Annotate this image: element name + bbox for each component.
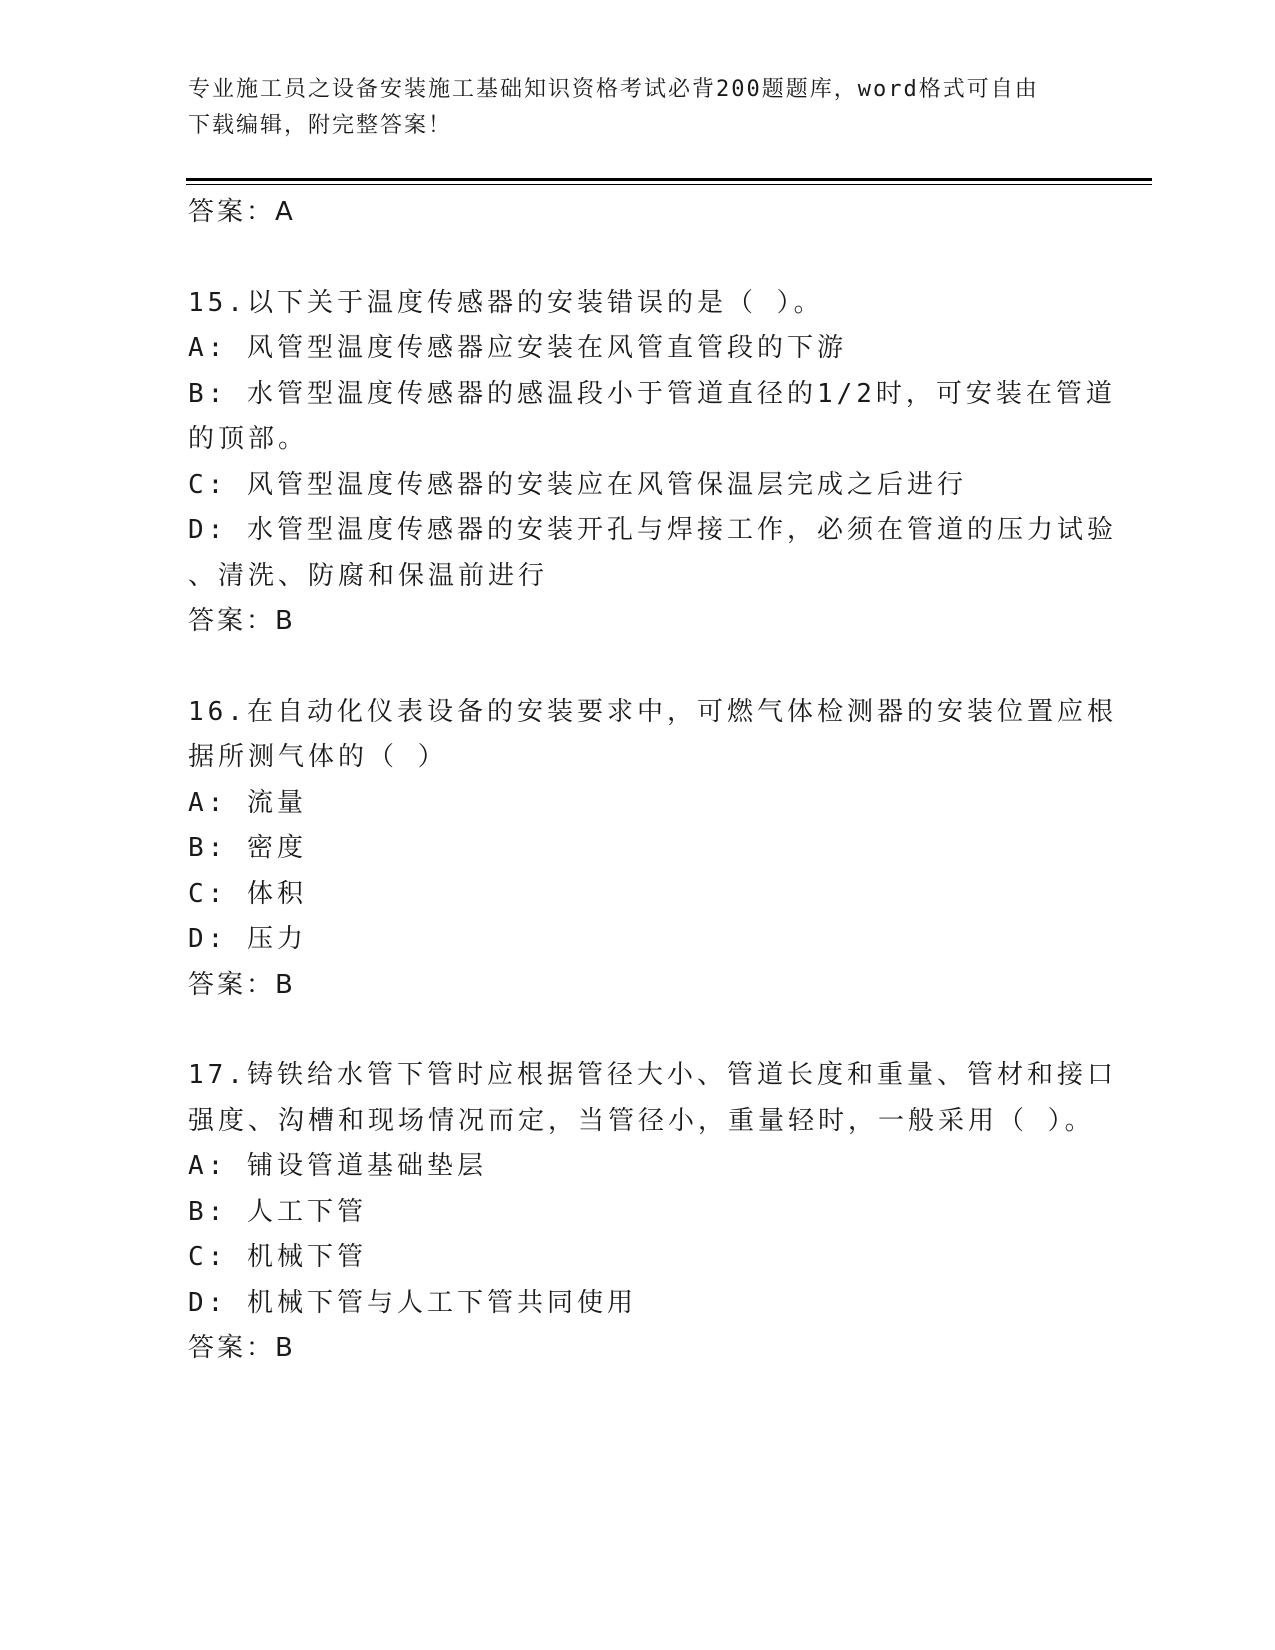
question-15-option-d: D: 水管型温度传感器的安装开孔与焊接工作，必须在管道的压力试验	[188, 515, 1117, 545]
question-17-stem: 17.铸铁给水管下管时应根据管径大小、管道长度和重量、管材和接口	[188, 1060, 1117, 1090]
question-16-option-d: D: 压力	[188, 924, 307, 954]
question-16-option-c: C: 体积	[188, 878, 307, 909]
question-15	[188, 281, 1117, 645]
question-16-stem-cont: 据所测气体的（ ）	[188, 742, 448, 772]
answer-previous: 答案：A	[188, 197, 296, 227]
question-17-stem-cont: 强度、沟槽和现场情况而定，当管径小，重量轻时，一般采用（ ）。	[188, 1105, 1095, 1136]
question-15-stem: 15.以下关于温度传感器的安装错误的是（ ）。	[188, 287, 824, 318]
header-divider-thin	[186, 184, 1152, 185]
question-16-stem: 16.在自动化仪表设备的安装要求中，可燃气体检测器的安装位置应根	[188, 696, 1117, 727]
question-15-option-b: B: 水管型温度传感器的感温段小于管道直径的1/2时，可安装在管道	[188, 378, 1116, 409]
question-15-option-c: C: 风管型温度传感器的安装应在风管保温层完成之后进行	[188, 469, 967, 500]
document-header	[188, 72, 1068, 144]
question-17	[188, 1053, 1117, 1372]
header-line-2: 下载编辑，附完整答案！	[188, 113, 453, 138]
question-16	[188, 690, 1117, 1009]
question-17-option-c: C: 机械下管	[188, 1242, 367, 1272]
question-15-option-a: A: 风管型温度传感器应安装在风管直管段的下游	[188, 333, 847, 363]
question-17-option-a: A: 铺设管道基础垫层	[188, 1151, 487, 1181]
question-17-option-b: B: 人工下管	[188, 1196, 367, 1227]
spacer	[188, 236, 1088, 281]
question-16-option-b: B: 密度	[188, 833, 307, 863]
header-divider-thick	[186, 178, 1152, 181]
question-17-option-d: D: 机械下管与人工下管共同使用	[188, 1287, 637, 1318]
document-body	[188, 190, 1117, 1372]
question-16-answer: 答案：B	[188, 969, 296, 1000]
question-15-answer: 答案：B	[188, 606, 296, 636]
spacer	[188, 1008, 1088, 1053]
question-17-answer: 答案：B	[188, 1333, 296, 1363]
question-15-option-d-cont: 、清洗、防腐和保温前进行	[188, 560, 549, 591]
spacer	[188, 645, 1088, 690]
question-16-option-a: A: 流量	[188, 787, 307, 818]
question-15-option-b-cont: 的顶部。	[188, 424, 309, 454]
header-line-1: 专业施工员之设备安装施工基础知识资格考试必背200题题库，word格式可自由	[188, 77, 1039, 102]
